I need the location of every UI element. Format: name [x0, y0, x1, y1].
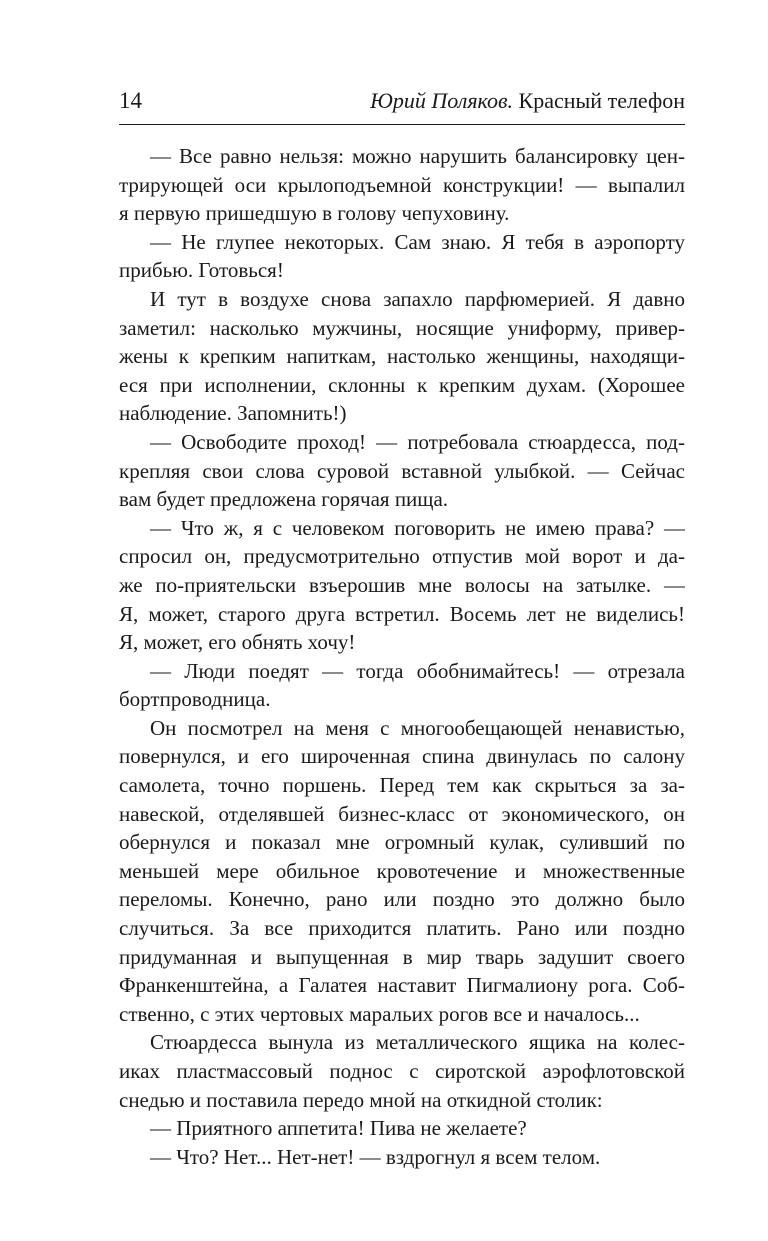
text-line: вам будет предложена горячая пища. [119, 487, 449, 512]
text-line: бортпроводница. [119, 687, 271, 712]
running-title [370, 86, 685, 116]
text-line: я первую пришедшую в голову чепуховину. [119, 201, 510, 226]
text-line: трирующей оси крылоподъемной конструкции! — выпалил [119, 172, 685, 197]
text-line: Стюардесса вынула из металлического ящика на колес- [150, 1030, 685, 1055]
text-line: повернулся, и его широченная спина двинулась по салону [119, 744, 685, 769]
text-line: — Что ж, я с человеком поговорить не имею права? — [150, 515, 685, 540]
page-number: 14 [119, 88, 142, 113]
text-line: обернулся и показал мне огромный кулак, суливший по [119, 830, 685, 855]
text-line: снедью и поставила передо мной на откидной столик: [119, 1087, 603, 1112]
text-line: прибью. Готовься! [119, 258, 284, 283]
text-line: — Что? Нет... Нет-нет! — вздрогнул я всем телом. [150, 1144, 601, 1169]
header-rule [119, 124, 685, 125]
text-line: еся при исполнении, склонны к крепким духам. (Хорошее [119, 372, 685, 397]
running-header [119, 86, 685, 116]
text-line: — Люди поедят — тогда обобнимайтесь! — отрезала [150, 658, 685, 683]
text-line: — Все равно нельзя: можно нарушить балансировку цен- [150, 144, 685, 168]
text-line: — Освободите проход! — потребовала стюардесса, под- [150, 429, 685, 454]
text-line: — Не глупее некоторых. Сам знаю. Я тебя в аэропорту [150, 229, 685, 254]
text-line: заметил: насколько мужчины, носящие униформу, привер- [119, 315, 685, 340]
text-line: спросил он, предусмотрительно отпустив мой ворот и да- [119, 544, 685, 569]
text-line: крепляя свои слова суровой вставной улыбкой. — Сейчас [119, 458, 685, 483]
text-line: наблюдение. Запомнить!) [119, 401, 347, 426]
text-line: самолета, точно поршень. Перед тем как скрыться за за- [119, 773, 685, 798]
text-line: же по-приятельски взъерошив мне волосы на затылке. — [119, 572, 685, 597]
text-line: Он посмотрел на меня с многообещающей ненавистью, [150, 715, 685, 740]
text-line: И тут в воздухе снова запахло парфюмерией. Я давно [150, 286, 685, 311]
text-line: иках пластмассовый поднос с сиротской аэрофлотовской [119, 1059, 685, 1083]
book-title: Красный телефон [518, 88, 685, 113]
text-line: меньшей мере обильное кровотечение и множественные [119, 858, 685, 883]
text-line: — Приятного аппетита! Пива не желаете? [150, 1116, 527, 1141]
text-line: случиться. За все приходится платить. Рано или поздно [119, 916, 685, 941]
text-line: придуманная и выпущенная в мир тварь задушит своего [119, 944, 685, 969]
text-line: жены к крепким напиткам, настолько женщины, находящи- [119, 344, 685, 369]
text-line: Я, может, его обнять хочу! [119, 630, 356, 655]
text-line: Я, может, старого друга встретил. Восемь лет не виделись! [119, 601, 685, 626]
text-line: навеской, отделявшей бизнес-класс от экономического, он [119, 801, 685, 826]
text-line: ственно, с этих чертовых маральих рогов все и началось... [119, 1001, 640, 1026]
body-text [119, 142, 685, 1171]
text-line: Франкенштейна, а Галатея наставит Пигмалиону рога. Соб- [119, 973, 685, 998]
author-name: Юрий Поляков. [370, 88, 514, 113]
text-line: переломы. Конечно, рано или поздно это должно было [119, 887, 685, 912]
